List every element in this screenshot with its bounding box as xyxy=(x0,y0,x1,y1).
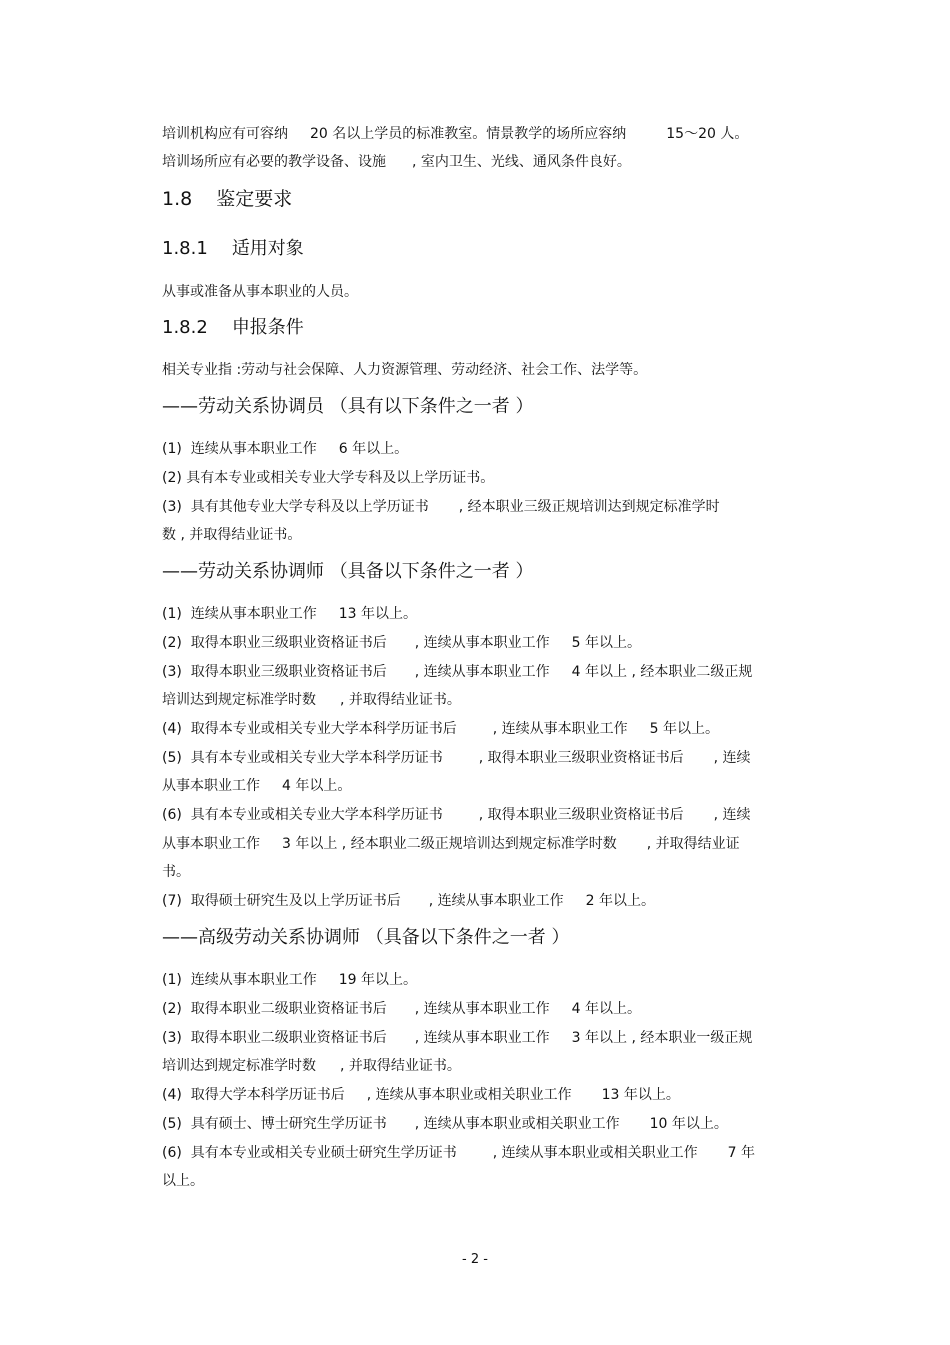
text-segment: 3 年以上 , 经本职业一级正规 xyxy=(571,1030,753,1046)
text-segment: 10 年以上。 xyxy=(649,1116,728,1132)
intro-line-2 xyxy=(162,153,631,171)
text-segment: 培训达到规定标准学时数 xyxy=(162,692,316,708)
list-item xyxy=(162,605,417,623)
text-segment: , 连续从事本职业或相关职业工作 xyxy=(492,1145,698,1161)
text-segment: 19 年以上。 xyxy=(338,972,417,988)
text-segment: (4) 取得本专业或相关专业大学本科学历证书后 xyxy=(162,721,457,737)
list-item-continuation: 以上。 xyxy=(162,1173,204,1189)
text-segment: 6 年以上。 xyxy=(338,441,409,457)
text-segment: 从事本职业工作 xyxy=(162,778,260,794)
text-segment: (7) 取得硕士研究生及以上学历证书后 xyxy=(162,893,401,909)
list-item-continuation xyxy=(162,835,740,853)
list-item xyxy=(162,1029,752,1047)
text-segment: , 并取得结业证 xyxy=(646,836,740,852)
group-heading-coordinator: ——劳动关系协调员 （具有以下条件之一者 ） xyxy=(162,396,534,417)
text-segment: (3) 取得本职业二级职业资格证书后 xyxy=(162,1030,387,1046)
text-segment: , 取得本职业三级职业资格证书后 xyxy=(478,807,684,823)
list-item-continuation: 书。 xyxy=(162,864,190,880)
text-segment: 从事本职业工作 xyxy=(162,836,260,852)
section-title: 适用对象 xyxy=(231,238,304,259)
text-segment: , 经本职业三级正规培训达到规定标准学时 xyxy=(458,499,720,515)
list-item xyxy=(162,1000,641,1018)
text-segment: (2) 取得本职业二级职业资格证书后 xyxy=(162,1001,387,1017)
text-segment: (1) 连续从事本职业工作 xyxy=(162,972,317,988)
applicable-target-text: 从事或准备从事本职业的人员。 xyxy=(162,284,358,300)
text-segment: , 连续从事本职业工作 xyxy=(414,664,550,680)
list-item xyxy=(162,440,408,458)
list-item-continuation xyxy=(162,691,461,709)
text-segment: , 连续从事本职业工作 xyxy=(492,721,628,737)
text-segment: (2) 取得本职业三级职业资格证书后 xyxy=(162,635,387,651)
list-item xyxy=(162,749,751,767)
text-segment: , 并取得结业证书。 xyxy=(340,1058,461,1074)
text-segment: 3 年以上 , 经本职业二级正规培训达到规定标准学时数 xyxy=(282,836,617,852)
list-item-continuation: 数 , 并取得结业证书。 xyxy=(162,527,302,543)
text-segment: (3) 取得本职业三级职业资格证书后 xyxy=(162,664,387,680)
text-segment: 13 年以上。 xyxy=(601,1087,680,1103)
page-number: - 2 - xyxy=(462,1252,488,1267)
text-segment: 4 年以上。 xyxy=(282,778,352,794)
text-segment: (6) 具有本专业或相关专业硕士研究生学历证书 xyxy=(162,1145,457,1161)
text-segment: , 连续从事本职业或相关职业工作 xyxy=(414,1116,620,1132)
text-segment: , 连续从事本职业工作 xyxy=(414,1001,550,1017)
text-segment: 13 年以上。 xyxy=(338,606,417,622)
list-item xyxy=(162,971,417,989)
list-item xyxy=(162,1086,680,1104)
text-segment: 5 年以上。 xyxy=(649,721,719,737)
list-item xyxy=(162,663,752,681)
text-segment: , 取得本职业三级职业资格证书后 xyxy=(478,750,684,766)
list-item xyxy=(162,720,719,738)
list-item xyxy=(162,498,720,516)
intro-line-1 xyxy=(162,125,748,143)
text-segment: , 连续 xyxy=(713,807,751,823)
text-segment: 5 年以上。 xyxy=(571,635,641,651)
list-item xyxy=(162,806,751,824)
text-segment: (6) 具有本专业或相关专业大学本科学历证书 xyxy=(162,807,443,823)
text-segment: (5) 具有硕士、博士研究生学历证书 xyxy=(162,1116,387,1132)
section-title: 申报条件 xyxy=(231,317,304,338)
list-item-continuation xyxy=(162,777,351,795)
text-segment: , 连续从事本职业或相关职业工作 xyxy=(366,1087,572,1103)
text-segment: , 并取得结业证书。 xyxy=(340,692,461,708)
text-segment: , 连续从事本职业工作 xyxy=(414,1030,550,1046)
list-item xyxy=(162,892,655,910)
text-segment: 培训达到规定标准学时数 xyxy=(162,1058,316,1074)
list-item-continuation xyxy=(162,1057,461,1075)
text-segment: (5) 具有本专业或相关专业大学本科学历证书 xyxy=(162,750,443,766)
section-number: 1.8.1 xyxy=(162,238,208,259)
text-segment: 培训机构应有可容纳 xyxy=(162,126,288,142)
text-segment: 2 年以上。 xyxy=(585,893,655,909)
text-segment: , 连续从事本职业工作 xyxy=(414,635,550,651)
text-segment: , 连续 xyxy=(713,750,751,766)
text-segment: (1) 连续从事本职业工作 xyxy=(162,606,317,622)
section-heading-1-8-2 xyxy=(162,316,304,340)
group-heading-coordinator-master: ——劳动关系协调师 （具备以下条件之一者 ） xyxy=(162,561,534,582)
text-segment: 培训场所应有必要的教学设备、设施 xyxy=(162,154,386,170)
text-segment: (1) 连续从事本职业工作 xyxy=(162,441,317,457)
text-segment: , 连续从事本职业工作 xyxy=(428,893,564,909)
section-number: 1.8.2 xyxy=(162,317,208,338)
text-segment: 15～20 人。 xyxy=(666,126,749,142)
list-item xyxy=(162,634,641,652)
related-majors-note: 相关专业指 :劳动与社会保障、人力资源管理、劳动经济、社会工作、法学等。 xyxy=(162,362,648,378)
section-number: 1.8 xyxy=(162,188,193,210)
text-segment: (3) 具有其他专业大学专科及以上学历证书 xyxy=(162,499,429,515)
text-segment: 20 名以上学员的标准教室。情景教学的场所应容纳 xyxy=(310,126,627,142)
text-segment: 7 年 xyxy=(727,1145,755,1161)
section-heading-1-8-1 xyxy=(162,237,304,261)
list-item xyxy=(162,1115,728,1133)
list-item xyxy=(162,1144,755,1162)
section-heading-1-8 xyxy=(162,187,292,211)
list-item: (2) 具有本专业或相关专业大学专科及以上学历证书。 xyxy=(162,470,495,486)
text-segment: (4) 取得大学本科学历证书后 xyxy=(162,1087,345,1103)
text-segment: , 室内卫生、光线、通风条件良好。 xyxy=(412,154,631,170)
section-title: 鉴定要求 xyxy=(216,188,293,210)
text-segment: 4 年以上 , 经本职业二级正规 xyxy=(571,664,753,680)
text-segment: 4 年以上。 xyxy=(571,1001,641,1017)
group-heading-senior-coordinator-master: ——高级劳动关系协调师 （具备以下条件之一者 ） xyxy=(162,927,570,948)
